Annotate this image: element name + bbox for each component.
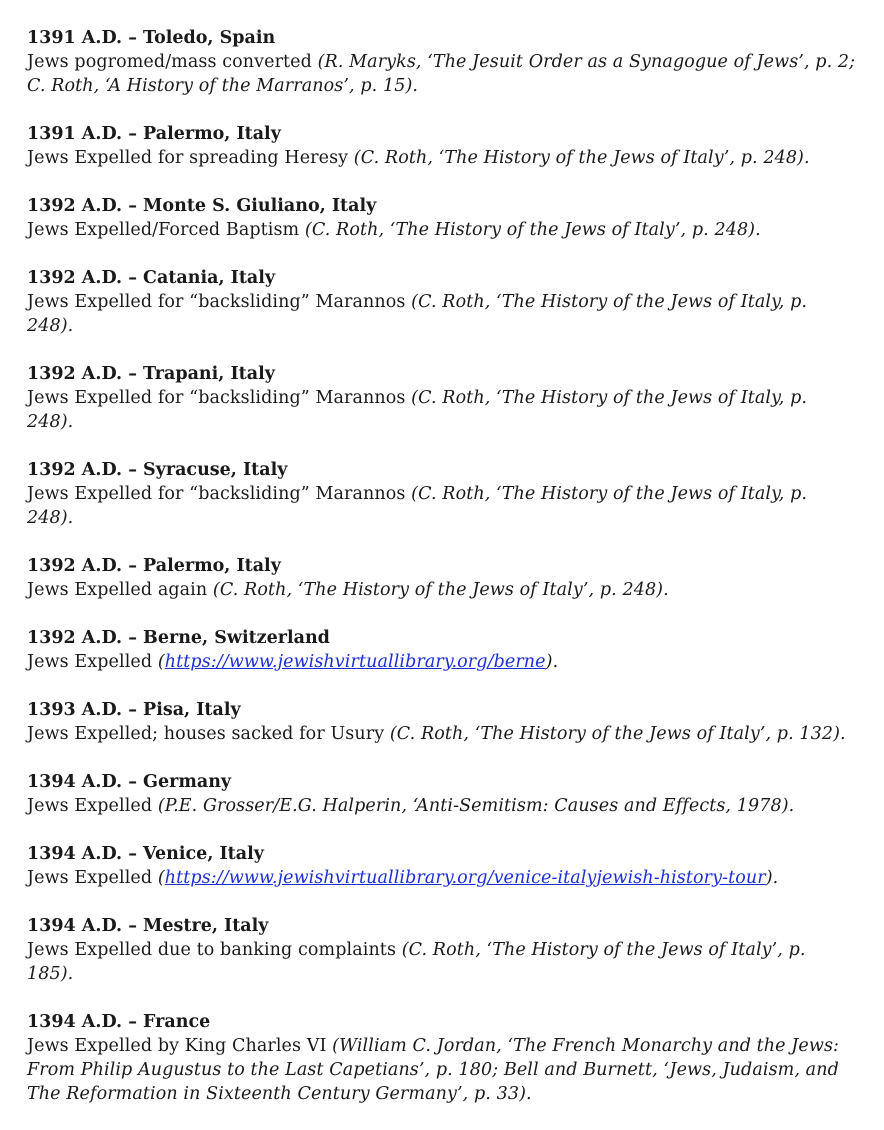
entry-mestre-1394 [27,914,857,986]
entry-text: Jews Expelled/Forced Baptism [27,220,305,240]
entry-heading: 1394 A.D. – Mestre, Italy [27,916,269,936]
link-close-paren: ). [545,652,559,672]
entry-syracuse-1392 [27,458,857,530]
entry-text: Jews Expelled for “backsliding” Marannos [27,292,412,312]
entry-trapani-1392 [27,362,857,434]
entry-heading: 1392 A.D. – Monte S. Giuliano, Italy [27,196,377,216]
entry-body [27,1034,857,1106]
link-open-paren: ( [157,868,165,888]
entry-text: Jews Expelled due to banking complaints [27,940,402,960]
entry-text: Jews Expelled again [27,580,213,600]
entry-body [27,794,857,818]
link-open-paren: ( [157,652,165,672]
entry-heading: 1392 A.D. – Palermo, Italy [27,556,281,576]
entry-citation: (C. Roth, ‘The History of the Jews of Italy, p. 248). [27,388,808,432]
link-close-paren: ). [765,868,779,888]
entry-germany-1394 [27,770,857,818]
entry-heading: 1394 A.D. – Germany [27,772,232,792]
entry-text: Jews Expelled for “backsliding” Marannos [27,388,412,408]
entry-citation: (C. Roth, ‘The History of the Jews of Italy’, p. 185). [27,940,806,984]
entry-body [27,866,857,890]
entry-monte-giuliano-1392 [27,194,857,242]
entry-citation: (C. Roth, ‘The History of the Jews of Italy’, p. 132). [389,724,846,744]
source-link[interactable]: https://www.jewishvirtuallibrary.org/berne [164,652,546,672]
entry-heading: 1391 A.D. – Toledo, Spain [27,28,276,48]
entry-heading: 1392 A.D. – Berne, Switzerland [27,628,330,648]
entry-text: Jews Expelled [27,652,158,672]
entry-text: Jews Expelled; houses sacked for Usury [27,724,390,744]
entry-pisa-1393 [27,698,857,746]
entry-text: Jews Expelled [27,796,158,816]
entry-toledo-1391 [27,26,857,98]
entry-text: Jews Expelled [27,868,158,888]
entry-palermo-1391 [27,122,857,170]
entry-body [27,218,857,242]
entry-france-1394 [27,1010,857,1106]
entry-heading: 1392 A.D. – Trapani, Italy [27,364,275,384]
entry-body [27,650,857,674]
entry-text: Jews pogromed/mass converted [27,52,318,72]
entry-body [27,50,857,98]
entry-text: Jews Expelled by King Charles VI [27,1036,333,1056]
entry-citation: (C. Roth, ‘The History of the Jews of Italy, p. 248). [27,484,808,528]
entry-citation: (P.E. Grosser/E.G. Halperin, ‘Anti-Semitism: Causes and Effects, 1978). [157,796,795,816]
entry-body [27,482,857,530]
entry-berne-1392 [27,626,857,674]
entry-citation: (R. Maryks, ‘The Jesuit Order as a Synagogue of Jews’, p. 2; C. Roth, ‘A History of the Marranos’, p. 15). [27,52,856,96]
entry-body [27,146,857,170]
entry-heading: 1394 A.D. – Venice, Italy [27,844,264,864]
entry-text: Jews Expelled for “backsliding” Marannos [27,484,412,504]
entry-heading: 1394 A.D. – France [27,1012,211,1032]
entry-heading: 1391 A.D. – Palermo, Italy [27,124,281,144]
document-page [27,26,857,1130]
entry-venice-1394 [27,842,857,890]
entry-body [27,386,857,434]
entry-body [27,722,857,746]
entry-citation: (C. Roth, ‘The History of the Jews of Italy’, p. 248). [212,580,669,600]
source-link[interactable]: https://www.jewishvirtuallibrary.org/venice-italyjewish-history-tour [164,868,766,888]
entry-palermo-1392 [27,554,857,602]
entry-heading: 1392 A.D. – Catania, Italy [27,268,276,288]
entry-citation: (C. Roth, ‘The History of the Jews of Italy’, p. 248). [353,148,810,168]
entry-body [27,938,857,986]
entry-citation: (C. Roth, ‘The History of the Jews of Italy, p. 248). [27,292,808,336]
entry-catania-1392 [27,266,857,338]
entry-text: Jews Expelled for spreading Heresy [27,148,354,168]
entry-citation: (C. Roth, ‘The History of the Jews of Italy’, p. 248). [304,220,761,240]
entry-body [27,290,857,338]
entry-body [27,578,857,602]
entry-heading: 1392 A.D. – Syracuse, Italy [27,460,288,480]
entry-heading: 1393 A.D. – Pisa, Italy [27,700,241,720]
entry-citation: (William C. Jordan, ‘The French Monarchy and the Jews: From Philip Augustus to the Last Capetians’, p. 180; Bell and Burnett, ‘Jews, Judaism, and The Reformation in Sixteenth Century Germany’, p. 33). [27,1036,840,1104]
